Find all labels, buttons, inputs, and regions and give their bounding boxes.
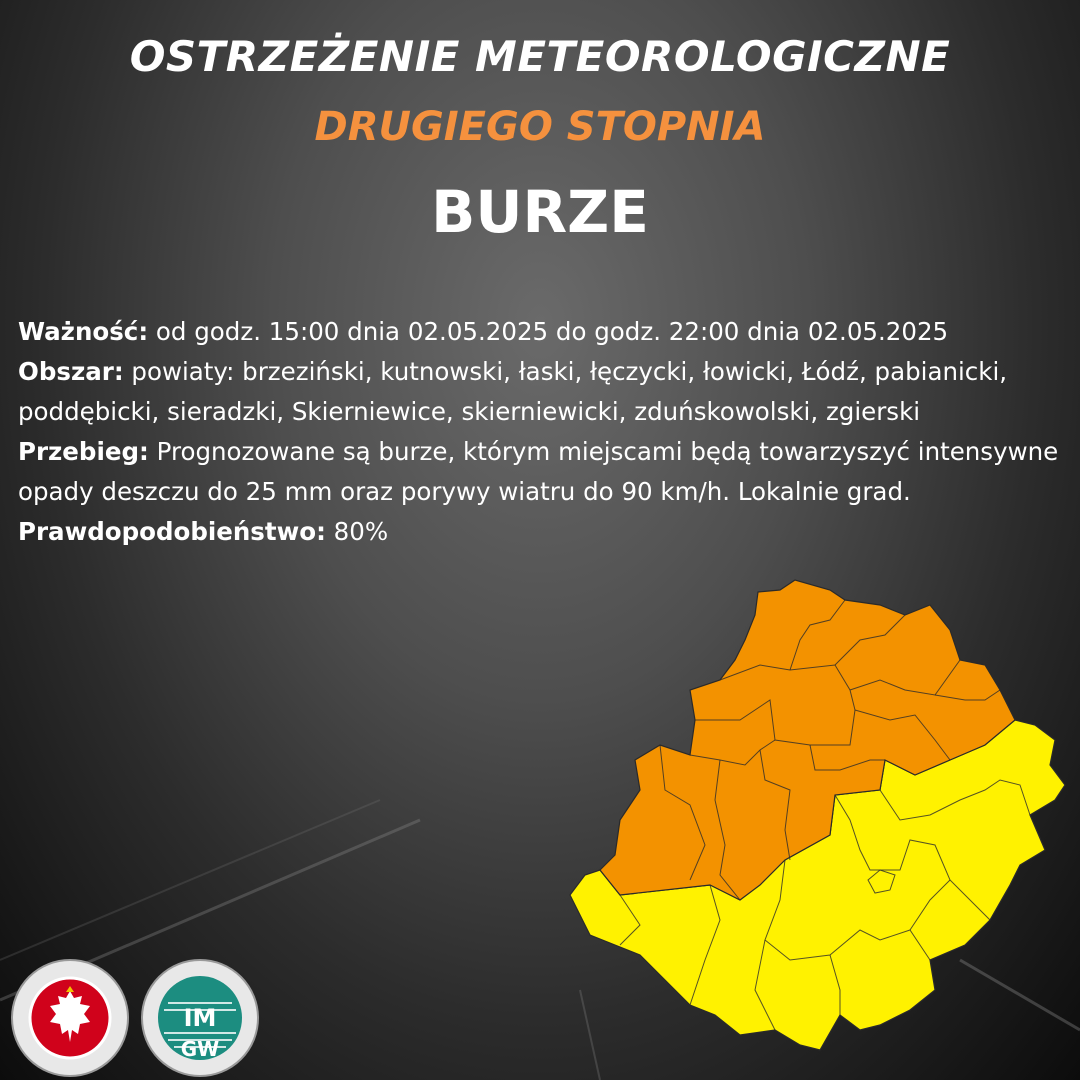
- urzad-wojewodzki-logo: [10, 958, 130, 1078]
- imgw-logo-bottom-text: GW: [180, 1037, 220, 1061]
- probability-label: Prawdopodobieństwo:: [18, 517, 326, 546]
- validity-label: Ważność:: [18, 317, 149, 346]
- area-label: Obszar:: [18, 357, 124, 386]
- probability-value: 80%: [325, 517, 389, 546]
- course-value: Prognozowane są burze, którym miejscami będą towarzyszyć intensywne opady deszczu do 25 mm oraz porywy wiatru do 90 km/h. Lokalnie grad.: [18, 437, 1059, 506]
- warning-level: DRUGIEGO STOPNIA: [314, 104, 766, 150]
- area-value: powiaty: brzeziński, kutnowski, łaski, łęczycki, łowicki, Łódź, pabianicki, poddębicki, sieradzki, Skierniewice, skierniewicki, zduńskowolski, zgierski: [18, 357, 1008, 426]
- area-row: [18, 352, 1068, 432]
- imgw-logo-top-text: IM: [183, 1004, 217, 1032]
- imgw-logo: [138, 958, 262, 1078]
- warning-type: BURZE: [431, 178, 649, 246]
- validity-value: od godz. 15:00 dnia 02.05.2025 do godz. 22:00 dnia 02.05.2025: [148, 317, 949, 346]
- warning-details: [18, 312, 1068, 552]
- course-row: [18, 432, 1068, 512]
- validity-row: [18, 312, 1068, 352]
- warning-title: OSTRZEŻENIE METEOROLOGICZNE: [129, 32, 951, 81]
- lodz-voivodeship-warning-map: [560, 570, 1075, 1065]
- course-label: Przebieg:: [18, 437, 149, 466]
- probability-row: [18, 512, 1068, 552]
